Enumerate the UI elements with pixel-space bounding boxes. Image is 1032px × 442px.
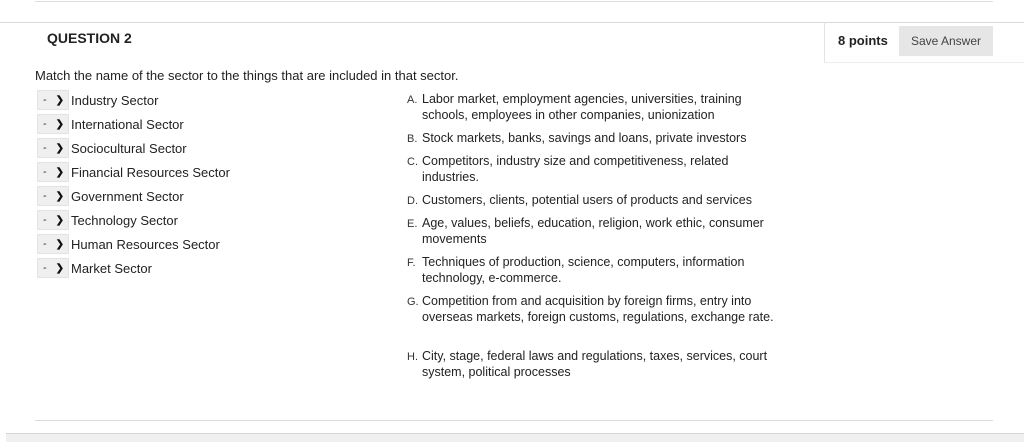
- chevron-down-icon: ❯: [55, 142, 64, 154]
- option-text: Age, values, beliefs, education, religion, work ethic, consumer movements: [422, 216, 764, 246]
- option-letter: F.: [407, 257, 416, 269]
- option-text: Labor market, employment agencies, universities, training schools, employees in other companies, unionization: [422, 92, 742, 122]
- sector-label: Financial Resources Sector: [71, 164, 230, 180]
- option-text: Customers, clients, potential users of products and services: [422, 193, 753, 207]
- select-value: -: [43, 142, 47, 154]
- option-text: Competition from and acquisition by foreign firms, entry into overseas markets, foreign customs, regulations, exchange rate.: [422, 294, 774, 324]
- option-text: Competitors, industry size and competitiveness, related industries.: [422, 154, 729, 184]
- chevron-down-icon: ❯: [55, 190, 64, 202]
- option-d: [407, 192, 777, 208]
- save-answer-button[interactable]: Save Answer: [899, 26, 993, 56]
- select-value: -: [43, 166, 47, 178]
- select-value: -: [43, 190, 47, 202]
- option-letter: H.: [407, 351, 418, 363]
- sector-label: Sociocultural Sector: [71, 140, 187, 156]
- option-text: Techniques of production, science, computers, information technology, e-commerce.: [422, 255, 745, 285]
- option-c: [407, 153, 777, 185]
- option-b: [407, 130, 777, 146]
- option-text: Stock markets, banks, savings and loans, private investors: [422, 131, 747, 145]
- points-box-bottom-border: [824, 62, 1024, 63]
- question-header-line: [0, 22, 1024, 23]
- option-letter: D.: [407, 195, 418, 207]
- answer-select[interactable]: [37, 210, 69, 230]
- answer-select[interactable]: [37, 258, 69, 278]
- select-value: -: [43, 214, 47, 226]
- match-row-market: [37, 258, 152, 278]
- question-points: 8 points: [838, 33, 888, 48]
- match-row-international: [37, 114, 184, 134]
- match-row-technology: [37, 210, 178, 230]
- option-letter: A.: [407, 94, 418, 106]
- sector-label: Government Sector: [71, 188, 184, 204]
- sector-label: Human Resources Sector: [71, 236, 220, 252]
- option-a: [407, 91, 777, 123]
- chevron-down-icon: ❯: [55, 214, 64, 226]
- option-text: City, stage, federal laws and regulations, taxes, services, court system, political processes: [422, 349, 768, 379]
- sector-label: Market Sector: [71, 260, 152, 276]
- chevron-down-icon: ❯: [55, 118, 64, 130]
- points-box-border: [824, 22, 825, 62]
- question-prompt: Match the name of the sector to the things that are included in that sector.: [35, 68, 459, 83]
- option-letter: G.: [407, 296, 419, 308]
- answer-select[interactable]: [37, 234, 69, 254]
- sector-label: Industry Sector: [71, 92, 159, 108]
- top-divider: [35, 1, 993, 2]
- option-h: [407, 348, 777, 380]
- answer-select[interactable]: [37, 90, 69, 110]
- match-row-government: [37, 186, 184, 206]
- option-e: [407, 215, 777, 247]
- chevron-down-icon: ❯: [55, 166, 64, 178]
- option-g: [407, 293, 777, 325]
- answer-select[interactable]: [37, 186, 69, 206]
- option-letter: E.: [407, 218, 418, 230]
- select-value: -: [43, 262, 47, 274]
- match-row-sociocultural: [37, 138, 187, 158]
- answer-select[interactable]: [37, 114, 69, 134]
- option-f: [407, 254, 777, 286]
- sector-label: International Sector: [71, 116, 184, 132]
- chevron-down-icon: ❯: [55, 94, 64, 106]
- match-row-industry: [37, 90, 158, 110]
- match-row-human-resources: [37, 234, 220, 254]
- sector-label: Technology Sector: [71, 212, 178, 228]
- option-letter: B.: [407, 133, 418, 145]
- match-row-financial: [37, 162, 230, 182]
- question-title: QUESTION 2: [47, 30, 132, 46]
- bottom-divider: [35, 420, 993, 421]
- select-value: -: [43, 94, 47, 106]
- chevron-down-icon: ❯: [55, 262, 64, 274]
- option-letter: C.: [407, 156, 418, 168]
- answer-select[interactable]: [37, 138, 69, 158]
- select-value: -: [43, 118, 47, 130]
- answer-select[interactable]: [37, 162, 69, 182]
- chevron-down-icon: ❯: [55, 238, 64, 250]
- select-value: -: [43, 238, 47, 250]
